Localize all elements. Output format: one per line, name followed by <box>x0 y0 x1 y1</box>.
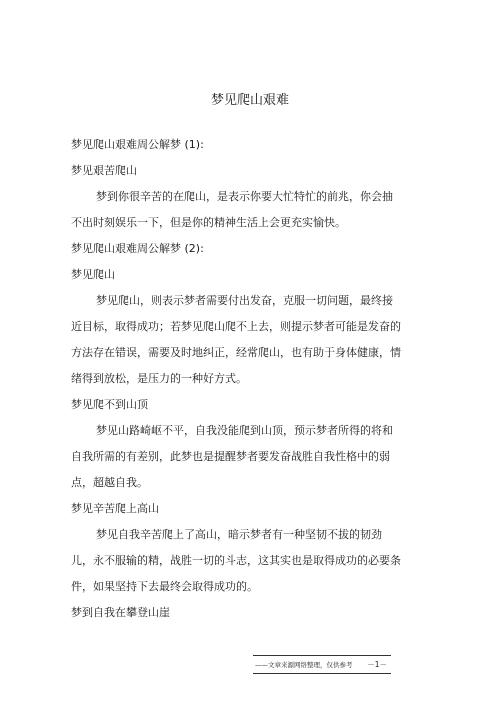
paragraph-climb: 梦见爬山，则表示梦者需要付出发奋，克服一切问题，最终接近目标，取得成功；若梦见爬山爬不上去，则提示梦者可能是发奋的方法存在错误，需要及时地纠正，经常爬山，也有助于身体健康，情绪得到放松，是压力的一种好方式。 <box>71 294 401 385</box>
subheading-climb: 梦见爬山 <box>71 268 115 281</box>
footer-note: ——文章来源网络整理，仅供参考 <box>255 661 353 669</box>
document-title: 梦见爬山艰难 <box>210 93 289 108</box>
subheading-climb-high-mountain: 梦见辛苦爬上高山 <box>71 502 159 515</box>
subheading-climb-cliff: 梦到自我在攀登山崖 <box>71 606 170 619</box>
page-footer <box>253 655 391 674</box>
section-heading-1: 梦见爬山艰难周公解梦 (1): <box>71 138 204 151</box>
section-heading-2: 梦见爬山艰难周公解梦 (2): <box>71 242 204 255</box>
paragraph-climb-high-mountain: 梦见自我辛苦爬上了高山，暗示梦者有一种坚韧不拔的韧劲儿，永不服输的精，战胜一切的斗志，这其实也是取得成功的必要条件，如果坚持下去最终会取得成功的。 <box>71 528 401 593</box>
subheading-not-reach-top: 梦见爬不到山顶 <box>71 398 148 411</box>
paragraph-not-reach-top: 梦见山路崎岖不平，自我没能爬到山顶，预示梦者所得的将和自我所需的有差别，此梦也是提醒梦者要发奋战胜自我性格中的弱点，超越自我。 <box>71 424 393 489</box>
subheading-hard-climb: 梦见艰苦爬山 <box>71 164 137 177</box>
page-number: －1－ <box>367 660 387 669</box>
paragraph-hard-climb: 梦到你很辛苦的在爬山，是表示你要大忙特忙的前兆，你会抽不出时刻娱乐一下，但是你的精神生活上会更充实愉快。 <box>71 190 393 229</box>
